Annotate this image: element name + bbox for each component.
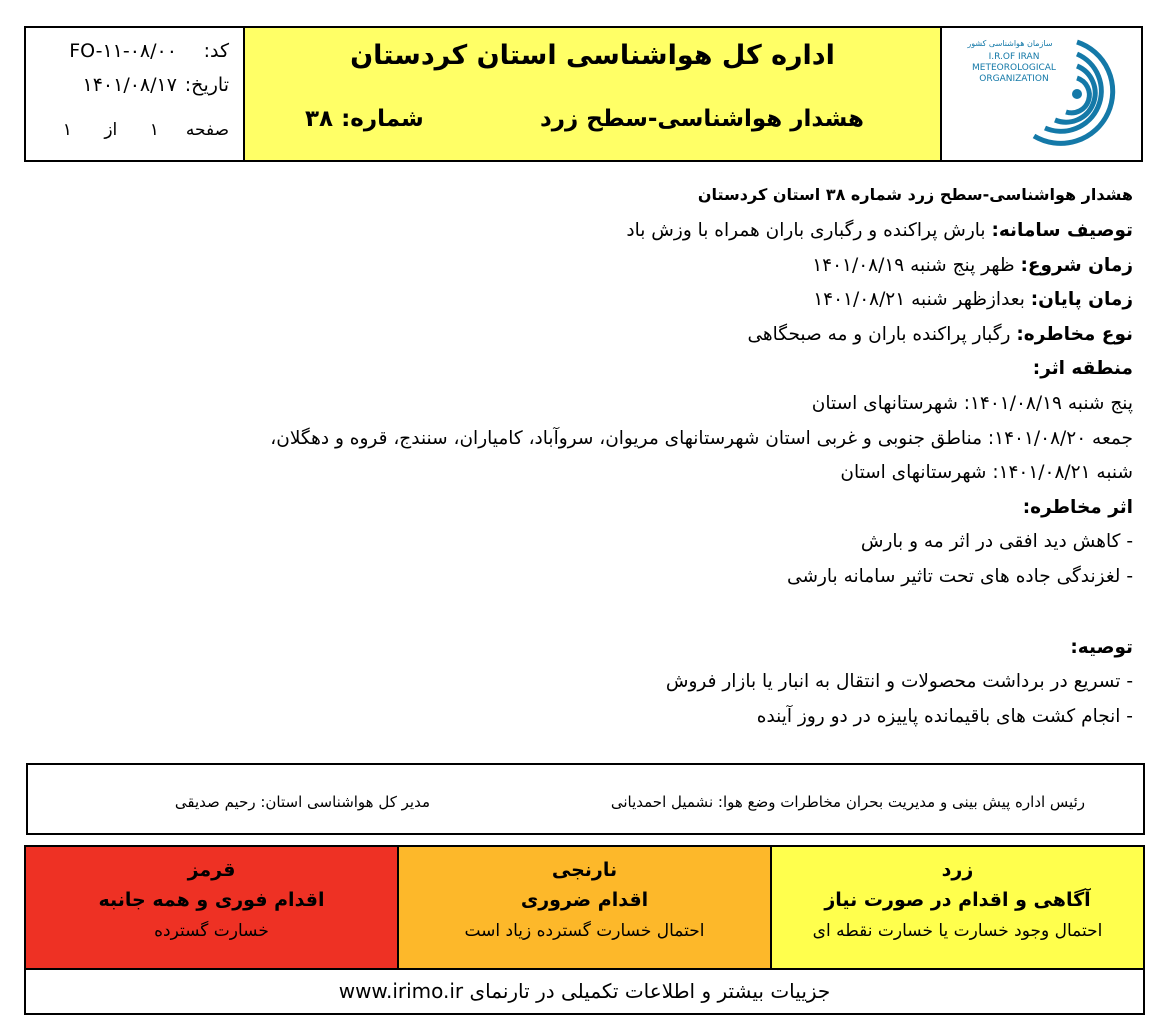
warning-body [23, 178, 1133, 734]
level-yellow-cell [772, 847, 1143, 968]
start-value: ظهر پنج شنبه ۱۴۰۱/۰۸/۱۹ [812, 254, 1021, 276]
date-label: تاریخ: [184, 74, 229, 96]
hazard-value: رگبار پراکنده باران و مه صبحگاهی [747, 323, 1017, 345]
level-orange-cell [399, 847, 772, 968]
level-orange-action: اقدام ضروری [520, 889, 649, 911]
recommendation-item: - انجام کشت های باقیمانده پاییزه در دو روز آینده [756, 705, 1133, 727]
level-orange-name: نارنجی [551, 859, 618, 881]
area-item: شنبه ۱۴۰۱/۰۸/۲۱: شهرستانهای استان [840, 462, 1133, 484]
hazard-label: نوع مخاطره: [1016, 323, 1133, 345]
code-value: FO-۱۱-۰۸/۰۰ [69, 40, 177, 62]
page-number-row [63, 120, 229, 140]
director-signature: مدیر کل هواشناسی استان: رحیم صدیقی [174, 793, 430, 811]
effect-item: - لغزندگی جاده های تحت تاثیر سامانه بارشی [787, 565, 1133, 587]
system-label: توصیف سامانه: [991, 220, 1133, 241]
code-label: کد: [203, 40, 229, 62]
start-label: زمان شروع: [1020, 254, 1133, 276]
effects-label: اثر مخاطره: [1022, 496, 1133, 518]
recommendation-item: - تسریع در برداشت محصولات و انتقال به انبار یا بازار فروش [665, 671, 1133, 693]
warning-title: هشدار هواشناسی-سطح زرد [540, 106, 864, 132]
website-link[interactable]: www.irimo.ir [338, 979, 464, 1003]
level-red-name: قرمز [187, 859, 236, 881]
document-header [24, 26, 1143, 162]
form-date-row [83, 74, 230, 96]
end-label: زمان پایان: [1030, 289, 1133, 311]
form-meta-box [26, 28, 245, 160]
end-time [23, 283, 1133, 318]
logo-box [942, 28, 1141, 160]
area-label: منطقه اثر: [1032, 358, 1133, 380]
recommendations-label: توصیه: [1070, 636, 1133, 658]
hazard-type [23, 318, 1133, 353]
page-current: ۱ [149, 120, 159, 140]
area-item: جمعه ۱۴۰۱/۰۸/۲۰: مناطق جنوبی و غربی استان شهرستانهای مریوان، سروآباد، کامیاران، سنندج، قروه و دهگلان، [270, 427, 1133, 449]
page-of-label: از [104, 120, 118, 140]
logo-text-fa: سازمان هواشناسی کشور [967, 39, 1053, 48]
level-yellow-damage: احتمال وجود خسارت یا خسارت نقطه ای [812, 921, 1103, 941]
page-total: ۱ [62, 120, 72, 140]
level-red-cell [26, 847, 399, 968]
footer-info [26, 968, 1143, 1015]
warning-number: شماره: ۳۸ [305, 106, 424, 132]
organization-title: اداره کل هواشناسی استان کردستان [350, 40, 835, 71]
irimo-logo-icon [942, 28, 1141, 160]
level-red-damage: خسارت گسترده [154, 921, 269, 941]
logo-text-en-2: METEOROLOGICAL [972, 63, 1056, 73]
warning-subtitle: هشدار هواشناسی-سطح زرد شماره ۳۸ استان کردستان [697, 185, 1133, 204]
forecast-head-signature: رئیس اداره پیش بینی و مدیریت بحران مخاطرات وضع هوا: نشمیل احمدیانی [610, 793, 1085, 811]
title-box [245, 28, 942, 160]
logo-text-en-3: ORGANIZATION [979, 74, 1049, 84]
level-yellow-action: آگاهی و اقدام در صورت نیاز [824, 889, 1091, 911]
form-code-row [69, 40, 229, 62]
effect-item: - کاهش دید افقی در اثر مه و بارش [860, 531, 1133, 553]
level-orange-damage: احتمال خسارت گسترده زیاد است [464, 921, 705, 941]
page-label: صفحه [185, 120, 229, 140]
level-red-action: اقدام فوری و همه جانبه [98, 889, 325, 911]
signature-box [26, 763, 1145, 835]
level-yellow-name: زرد [941, 859, 974, 881]
system-description [23, 214, 1133, 249]
footer-text: جزییات بیشتر و اطلاعات تکمیلی در تارنمای [469, 979, 831, 1003]
end-value: بعدازظهر شنبه ۱۴۰۱/۰۸/۲۱ [813, 289, 1031, 311]
area-item: پنج شنبه ۱۴۰۱/۰۸/۱۹: شهرستانهای استان [811, 392, 1133, 414]
warning-levels-table [24, 845, 1145, 1015]
date-value: ۱۴۰۱/۰۸/۱۷ [82, 74, 177, 96]
system-value: بارش پراکنده و رگباری باران همراه با وزش باد [626, 220, 992, 241]
logo-text-en-1: I.R.OF IRAN [988, 52, 1040, 62]
start-time [23, 249, 1133, 284]
